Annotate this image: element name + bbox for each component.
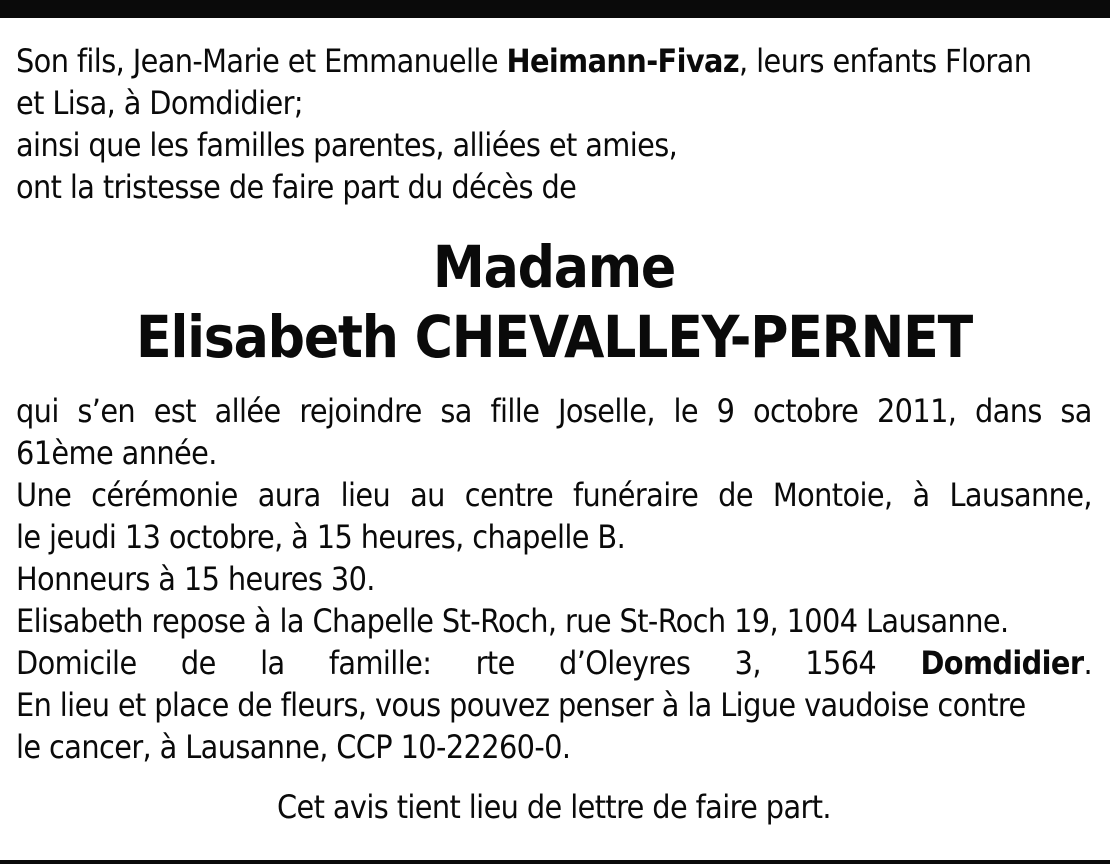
- line3-word: centre: [464, 476, 554, 514]
- details-line-3: [16, 474, 1092, 516]
- line1-word: qui: [16, 392, 59, 430]
- line3-word: aura: [257, 476, 321, 514]
- details-line-7: [16, 642, 1092, 684]
- obituary-notice: [16, 40, 1092, 828]
- line1-word: fille: [490, 392, 540, 430]
- line3-word: Lausanne,: [949, 476, 1092, 514]
- line7_words-word: 3,: [734, 644, 761, 682]
- line3-word: lieu: [340, 476, 391, 514]
- line1-word: allée: [214, 392, 281, 430]
- line7_words-word: rte: [475, 644, 515, 682]
- town-name-bold: Domdidier: [920, 644, 1084, 682]
- line1-word: rejoindre: [299, 392, 422, 430]
- line3-word: Une: [16, 476, 72, 514]
- line7_words-word: Domicile: [16, 644, 137, 682]
- intro-line-1: [16, 40, 1092, 82]
- deceased-name: Elisabeth CHEVALLEY-PERNET: [136, 303, 972, 371]
- line7_words-word: famille:: [328, 644, 432, 682]
- town-name: [920, 642, 1092, 684]
- details-line-4: le jeudi 13 octobre, à 15 heures, chapelle B.: [16, 518, 626, 556]
- details-line-2: 61ème année.: [16, 434, 217, 472]
- line1-word: 2011,: [876, 392, 957, 430]
- line3-word: de: [718, 476, 753, 514]
- intro-line-2: et Lisa, à Domdidier;: [16, 84, 303, 122]
- details-line-5: Honneurs à 15 heures 30.: [16, 560, 375, 598]
- line3-word: cérémonie: [91, 476, 238, 514]
- line3-word: funéraire: [572, 476, 699, 514]
- details-line-9: le cancer, à Lausanne, CCP 10-22260-0.: [16, 728, 571, 766]
- intro-line-3: ainsi que les familles parentes, alliées et amies,: [16, 126, 678, 164]
- bottom-rule: [0, 860, 1110, 864]
- line1-word: sa: [1060, 392, 1092, 430]
- intro-text-end: , leurs enfants Floran: [739, 42, 1032, 80]
- line7_words-word: 1564: [805, 644, 877, 682]
- line1-word: dans: [974, 392, 1042, 430]
- line1-word: 9: [716, 392, 735, 430]
- intro-text: Son fils, Jean-Marie et Emmanuelle: [16, 42, 507, 80]
- line1-word: est: [153, 392, 196, 430]
- line1-word: Joselle,: [557, 392, 655, 430]
- period: .: [1083, 644, 1092, 682]
- line1-word: le: [673, 392, 699, 430]
- deceased-title: Madame: [432, 233, 676, 301]
- line3-word: à: [912, 476, 930, 514]
- line1-word: octobre: [753, 392, 859, 430]
- top-rule: [0, 0, 1110, 18]
- family-name: Heimann-Fivaz: [506, 42, 740, 80]
- details-line-8: En lieu et place de fleurs, vous pouvez penser à la Ligue vaudoise contre: [16, 686, 1026, 724]
- line1-word: s’en: [77, 392, 136, 430]
- details-line-6: Elisabeth repose à la Chapelle St-Roch, rue St-Roch 19, 1004 Lausanne.: [16, 602, 1009, 640]
- closing-line: Cet avis tient lieu de lettre de faire part.: [277, 788, 831, 826]
- line7_words-word: la: [260, 644, 285, 682]
- line7_words-word: de: [180, 644, 216, 682]
- line1-word: sa: [440, 392, 472, 430]
- intro-line-4: ont la tristesse de faire part du décès de: [16, 168, 577, 206]
- details-line-1: [16, 390, 1092, 432]
- line3-word: Montoie,: [772, 476, 893, 514]
- line7_words-word: d’Oleyres: [559, 644, 691, 682]
- deceased-name-block: [16, 232, 1092, 372]
- line3-word: au: [410, 476, 445, 514]
